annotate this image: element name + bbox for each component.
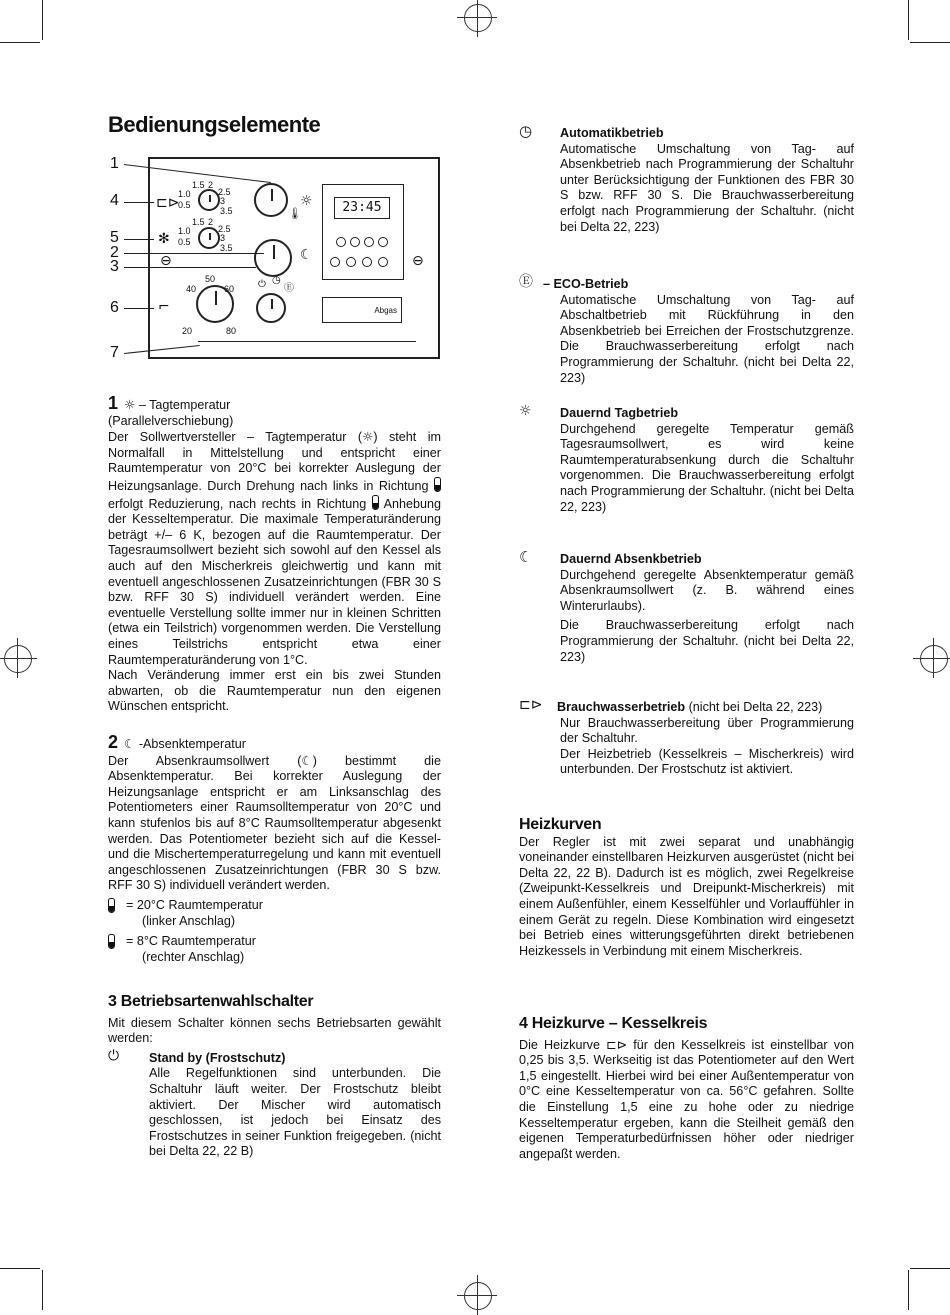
thermometer-icon [372, 495, 379, 510]
temp-row: = 20°C Raumtemperatur (linker Anschlag) [108, 898, 441, 929]
clock-time: 23:45 [342, 200, 382, 215]
section-1 [108, 393, 441, 715]
timer-button[interactable] [350, 237, 360, 247]
scale-value: 80 [226, 326, 237, 336]
moon-icon: ☾ [519, 548, 533, 566]
section-number: 1 [108, 393, 119, 413]
mode-automatic: ◷ Automatikbetrieb Automatische Umschaltung von Tag- auf Absenkbetrieb nach Programmierung der Schaltuhr unter Berücksichtigung der Funktionen des FBR 30 S bzw. RFF 30 S. Die Brauchwasserbereitung erfolgt nach Programmierung der Schaltuhr. (nicht bei Delta 22, 223) [519, 122, 854, 234]
standby-icon: ⏻ [258, 279, 266, 290]
scale-value: 40 [186, 284, 197, 294]
section-text: Die Heizkurve ⊏⊳ für den Kesselkreis ist einstellbar von 0,25 bis 3,5. Werkseitig ist das Potentiometer auf den Wert 1,5 eingestellt. Hierbei wird bei einer Außentemperatur von 0°C eine Kesseltemperatur von ca. 56°C gefahren. Sollte die Einstellung 1,5 eine zu hohe oder zu niedrige Kesseltemperatur ergeben, kann die Steilheit gemäß den eigenen Temperaturbedürfnissen höher oder niedriger angepaßt werden. [519, 1036, 855, 1161]
scale-value: 0.5 [178, 200, 191, 210]
section-text: Mit diesem Schalter können sechs Betriebsarten gewählt werden: [108, 1015, 441, 1046]
scale-value: 1.5 [192, 217, 205, 227]
scale-value: 0.5 [178, 237, 191, 247]
section-text: Der Regler ist mit zwei separat und unabhängig voneinander einstellbaren Heizkurven ausgerüstet (nicht bei Delta 22, 22 B). Dadurch ist es möglich, zwei Regelkreise (Zweipunkt-Kesselkreis und Dreipunkt-Mischerkreis) mit einem Außenfühler, einem Kesselfühler und Vorlauffühler in einem Gerät zu regeln. Diese Kombination wird eingesetzt bei Betrieb eines witterungsgeführten direkt betriebenen Heizkessels in Verbindung mit einem Mischerkreis. [519, 834, 854, 958]
registration-mark [920, 645, 948, 673]
section-heading: – Tagtemperatur [138, 398, 231, 412]
standby-icon: ⏻ [108, 1047, 120, 1064]
scale-value: 1.0 [178, 226, 191, 236]
scale-value: 3 [220, 233, 226, 243]
temp-row: = 8°C Raumtemperatur (rechter Anschlag) [108, 934, 441, 965]
section-heading: -Absenktemperatur [138, 737, 246, 751]
heating-curve-knob-boiler[interactable] [198, 189, 220, 211]
crop-mark [42, 1270, 43, 1310]
registration-mark [464, 4, 492, 32]
crop-mark [910, 1268, 950, 1269]
section-title: 3 Betriebsartenwahlschalter [108, 993, 314, 1010]
scale-value: 2 [208, 180, 214, 190]
crop-mark [908, 1270, 909, 1310]
crop-mark [42, 0, 43, 40]
clock-display [334, 197, 390, 219]
timer-button[interactable] [378, 257, 388, 267]
crop-mark [910, 42, 950, 43]
tap-icon: ⊏⊳ [519, 697, 543, 713]
section-title: 4 Heizkurve – Kesselkreis [519, 1015, 708, 1032]
scale-value: 2.5 [218, 224, 231, 234]
heating-curve-knob-mixer[interactable] [198, 227, 220, 249]
tap-icon: ⌐ [158, 299, 170, 315]
crop-mark [0, 1268, 40, 1269]
crop-mark [908, 0, 909, 40]
section-2 [108, 732, 441, 965]
section-text: Der Sollwertversteller – Tagtemperatur (☼) steht im Normalfall in Mittelstellung und entspricht einer Raumtemperatur von 20°C bei korrekter Auslegung der Heizungsanlage. Durch Drehung nach links in Richtung erfolgt Reduzierung, nach rechts in Richtung Anhebung der Kesseltemperatur. Die maximale Temperaturänderung beträgt +/– 6 K, bezogen auf die Raumtemperatur. Der Tagesraumsollwert bezieht sich sowohl auf den Kessel als auch auf den Mischerkreis gleichwertig und kann mit eventuell angeschlossenen Zusatzeinrichtungen (FBR 30 S bzw. RFF 30 S) individuell verändert werden. Eine eventuelle Verstellung sollte immer nur in kleinen Schritten (etwa ein Teilstrich) vorgenommen werden. Die Verstellung eines Teilstrichs entspricht etwa einer Raumtemperaturänderung von 1°C. [108, 429, 441, 667]
day-temperature-knob[interactable] [254, 183, 288, 217]
section-text: Der Absenkraumsollwert (☾) bestimmt die Absenktemperatur. Bei korrekter Auslegung der Heizungsanlage entspricht er am Linksanschlag des Potentiometers einer Raumsolltemperatur von 20°C und kann stufenlos bis auf 8°C Raumsolltemperatur abgesenkt werden. Das Potentiometer bezieht sich auf die Kessel- und die Mischertemperaturregelung und kann mit eventuell angeschlossenen Zusatzeinrichtungen (FBR 30 S bzw. RFF 30 S) individuell verändert werden. [108, 752, 441, 893]
moon-icon: ☾ [124, 736, 136, 751]
callout-4: 4 [110, 192, 119, 209]
timer-button[interactable] [362, 257, 372, 267]
thermometer-icon [434, 477, 441, 492]
panel-frame [148, 157, 440, 359]
scale-value: 1.5 [192, 180, 205, 190]
section-number: 2 [108, 732, 119, 752]
status-display-label: Abgas [374, 306, 397, 315]
clock-icon: ◷ [272, 275, 281, 286]
fuse-icon: ⊖ [160, 253, 172, 269]
callout-1: 1 [110, 155, 119, 172]
callout-7: 7 [110, 344, 119, 361]
mode-day: ☼ Dauernd Tagbetrieb Durchgehend geregelte Temperatur gemäß Tagesraumsollwert, es wird keine Raumtemperaturabsenkung durch die Schaltuhr vorgenommen. Die Brauchwasserbereitung erfolgt nach Programmierung der Schaltuhr. (nicht bei Delta 22, 223) [519, 403, 854, 514]
scale-value: 50 [205, 274, 216, 284]
scale-value: 3.5 [220, 243, 233, 253]
page-title: Bedienungselemente [108, 112, 321, 137]
scale-value: 60 [224, 284, 235, 294]
registration-mark [4, 645, 32, 673]
section-title: Heizkurven [519, 816, 602, 833]
mode-selector-knob[interactable] [256, 293, 286, 323]
scale-value: 3 [220, 196, 226, 206]
timer-button[interactable] [336, 237, 346, 247]
thermometer-icon: 🌡 [288, 207, 302, 220]
clock-icon: ◷ [519, 122, 533, 140]
thermometer-icon [108, 898, 115, 913]
callout-3: 3 [110, 258, 119, 275]
timer-button[interactable] [330, 257, 340, 267]
fuse-icon: ⊖ [412, 253, 424, 269]
crop-mark [0, 42, 40, 43]
mode-hot-water: ⊏⊳ Brauchwasserbetrieb (nicht bei Delta 22, 223) Nur Brauchwasserbereitung über Programmierung der Schaltuhr. Der Heizbetrieb (Kesselkreis – Mischerkreis) wird unterbunden. Der Frostschutz ist aktiviert. [519, 697, 854, 777]
mode-night: ☾ Dauernd Absenkbetrieb Durchgehend geregelte Absenktemperatur gemäß Absenkraumsollwert (z. B. während eines Winterurlaubs). Die Brauchwasserbereitung erfolgt nach Programmierung der Schaltuhr. (nicht bei Delta 22, 223) [519, 548, 854, 664]
sun-icon: ☼ [362, 429, 374, 445]
scale-value: 1.0 [178, 189, 191, 199]
scale-value: 20 [182, 326, 193, 336]
callout-2: 2 [110, 244, 119, 261]
boiler-icon: ⊏⊳ [606, 1036, 628, 1052]
panel-base-line [198, 341, 416, 342]
section-heizkurven [519, 817, 854, 959]
mode-standby: ⏻ Stand by (Frostschutz) Alle Regelfunktionen sind unterbunden. Die Schaltuhr läuft weiter. Der Frostschutz bleibt aktiviert. Der Mischer wird automatisch geschlossen, ist jedoch bei Einsatz des Frostschutzes in seiner Funktion freigegeben. (nicht bei Delta 22, 22 B) [108, 1047, 441, 1159]
mode-eco: Ⓔ – ECO-Betrieb Automatische Umschaltung von Tag- auf Abschaltbetrieb mit Rückführung in den Absenkbetrieb bei Erreichen der Frostschutzgrenze. Die Brauchwasserbereitung erfolgt nach Programmierung der Schaltuhr. (nicht bei Delta 22, 223) [519, 274, 854, 385]
scale-value: 2.5 [218, 187, 231, 197]
section-4 [519, 1016, 854, 1162]
callout-5: 5 [110, 229, 119, 246]
setback-temperature-knob[interactable] [254, 239, 292, 277]
timer-button[interactable] [364, 237, 374, 247]
callout-6: 6 [110, 299, 119, 316]
thermometer-icon [108, 934, 115, 949]
section-text: Nach Veränderung immer erst ein bis zwei Stunden abwarten, ob die Raumtemperatur nun den eigenen Wünschen entspricht. [108, 668, 441, 714]
registration-mark [464, 1282, 492, 1310]
eco-icon: Ⓔ [284, 283, 294, 294]
timer-button[interactable] [378, 237, 388, 247]
status-display [322, 297, 402, 323]
sun-icon: ☼ [519, 403, 532, 419]
boiler-icon: ⊏⊳ [156, 195, 180, 211]
timer-button[interactable] [346, 257, 356, 267]
moon-icon: ☾ [301, 752, 313, 768]
section-subheading: (Parallelverschiebung) [108, 413, 234, 428]
scale-value: 3.5 [220, 206, 233, 216]
moon-icon: ☾ [300, 247, 313, 263]
eco-icon: Ⓔ [519, 274, 533, 290]
mixer-icon: ✻ [158, 231, 170, 247]
sun-icon: ☼ [300, 193, 313, 209]
scale-value: 2 [208, 217, 214, 227]
sun-icon: ☼ [124, 397, 136, 412]
section-3 [108, 994, 441, 1160]
